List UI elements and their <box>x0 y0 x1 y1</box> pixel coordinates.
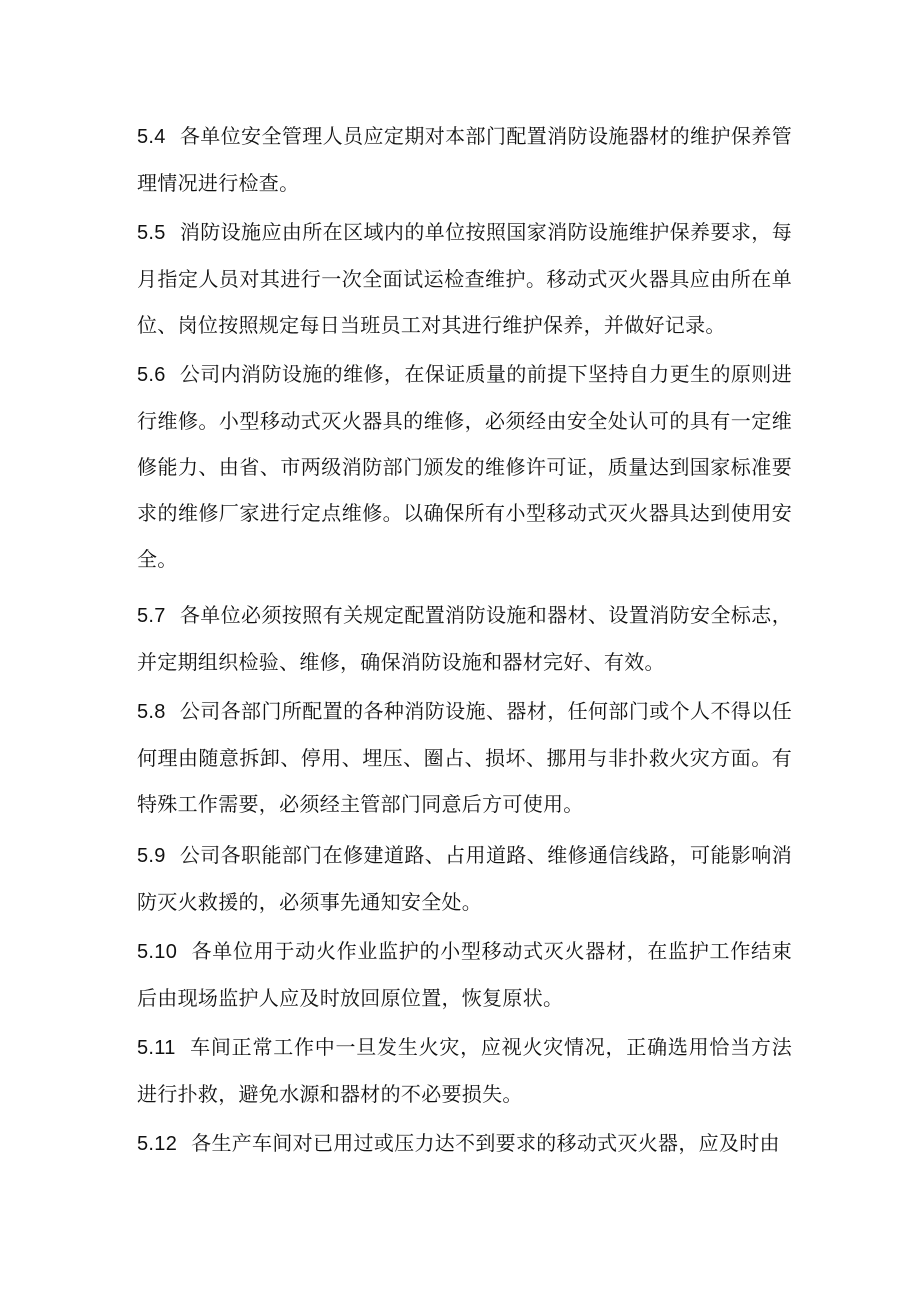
clause-text: 公司内消防设施的维修，在保证质量的前提下坚持自力更生的原则进行维修。小型移动式灭火器具的维修，必须经由安全处认可的具有一定维修能力、由省、市两级消防部门颁发的维修许可证，质量达到国家标准要求的维修厂家进行定点维修。以确保所有小型移动式灭火器具达到使用安全。 <box>137 362 792 571</box>
clause-text: 公司各职能部门在修建道路、占用道路、维修通信线路，可能影响消防灭火救援的，必须事先通知安全处。 <box>137 843 792 914</box>
clause-number: 5.8 <box>137 701 166 723</box>
clause-5-8 <box>137 688 792 827</box>
clause-5-10 <box>137 928 792 1021</box>
clause-text: 消防设施应由所在区域内的单位按照国家消防设施维护保养要求，每月指定人员对其进行一次全面试运检查维护。移动式灭火器具应由所在单位、岗位按照规定每日当班员工对其进行维护保养，并做好记录。 <box>137 220 792 337</box>
clause-number: 5.10 <box>137 941 178 963</box>
clause-text: 车间正常工作中一旦发生火灾，应视火灾情况，正确选用恰当方法进行扑救，避免水源和器材的不必要损失。 <box>137 1035 792 1106</box>
clause-number: 5.11 <box>137 1037 176 1059</box>
clause-text: 各生产车间对已用过或压力达不到要求的移动式灭火器，应及时由 <box>191 1131 780 1155</box>
clause-5-11 <box>137 1024 792 1117</box>
clause-5-7 <box>137 592 792 685</box>
clause-5-12 <box>137 1120 792 1167</box>
clause-number: 5.5 <box>137 222 166 244</box>
clause-text: 各单位用于动火作业监护的小型移动式灭火器材，在监护工作结束后由现场监护人应及时放回原位置，恢复原状。 <box>137 939 792 1010</box>
clause-number: 5.4 <box>137 126 166 148</box>
clause-text: 各单位安全管理人员应定期对本部门配置消防设施器材的维护保养管理情况进行检查。 <box>137 124 792 195</box>
clause-number: 5.12 <box>137 1133 178 1155</box>
clause-number: 5.9 <box>137 845 166 867</box>
clause-5-4 <box>137 113 792 206</box>
clause-number: 5.6 <box>137 364 166 386</box>
clause-number: 5.7 <box>137 605 166 627</box>
clause-5-9 <box>137 832 792 925</box>
clause-text: 各单位必须按照有关规定配置消防设施和器材、设置消防安全标志，并定期组织检验、维修，确保消防设施和器材完好、有效。 <box>137 603 792 674</box>
clause-5-6 <box>137 351 792 582</box>
clause-text: 公司各部门所配置的各种消防设施、器材，任何部门或个人不得以任何理由随意拆卸、停用、埋压、圈占、损坏、挪用与非扑救火灾方面。有特殊工作需要，必须经主管部门同意后方可使用。 <box>137 699 792 816</box>
clause-5-5 <box>137 209 792 348</box>
